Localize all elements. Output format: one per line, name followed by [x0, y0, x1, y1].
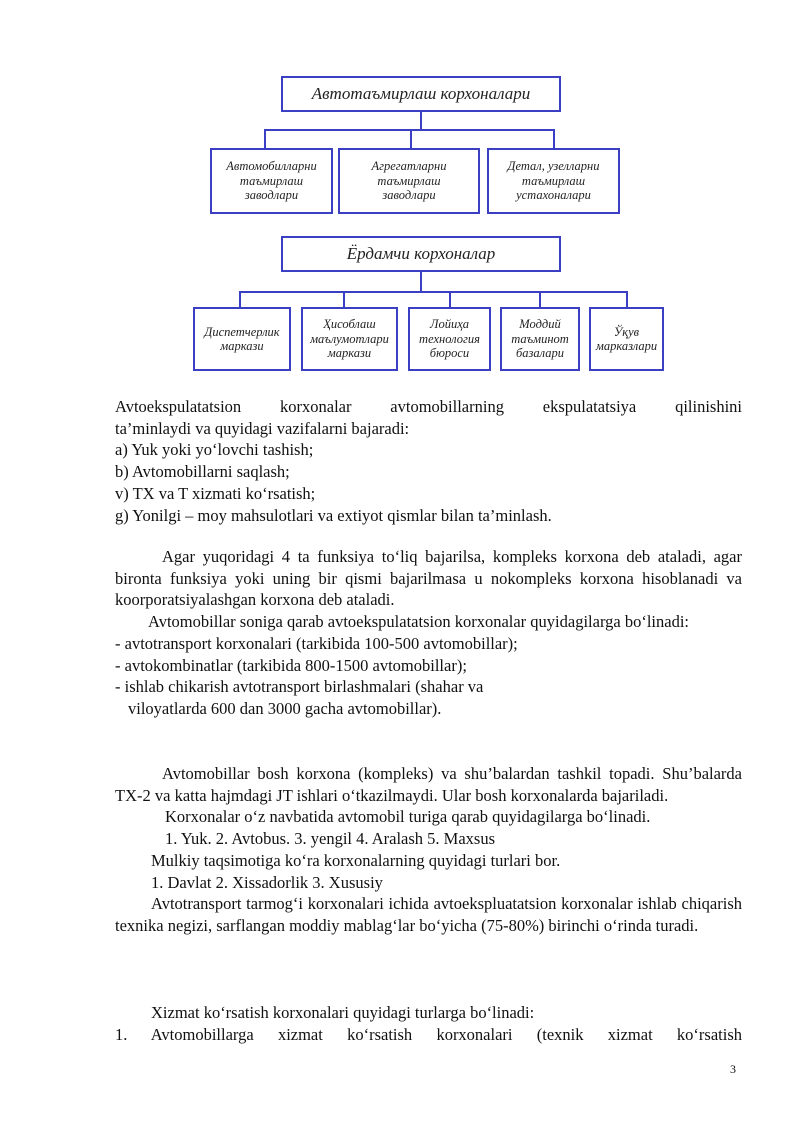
list-item: b) Avtomobillarni saqlash; [115, 462, 290, 482]
paragraph: Xizmat ko‘rsatish korxonalari quyidagi turlarga bo‘linadi: [151, 1003, 535, 1022]
box-line: заводлари [244, 188, 299, 203]
paragraph: Avtomobillar soniga qarab avtoekspulatatsion korxonalar quyidagilarga bo‘linadi: [148, 612, 690, 632]
main-child-box-2 [338, 148, 480, 214]
page-number: 3 [730, 1062, 736, 1076]
box-line: Ўқув [613, 324, 640, 339]
box-line: таъмирлаш [521, 173, 586, 188]
body-text [115, 546, 742, 720]
box-line: Диспетчерлик [204, 324, 280, 339]
connector [420, 272, 422, 292]
connector [539, 291, 541, 308]
box-line: марказлари [595, 339, 658, 353]
body-text [115, 1002, 742, 1045]
connector [410, 129, 412, 149]
box-line: Агрегатларни [371, 159, 447, 174]
box-line: базалари [515, 346, 565, 361]
list-item: - ishlab chikarish avtotransport birlashmalari (shahar va [115, 677, 484, 697]
connector [449, 291, 451, 308]
box-line: Лойиҳа [429, 317, 469, 332]
box-line: Детал, узелларни [507, 159, 600, 174]
connector [239, 291, 241, 308]
box-line: Автомобилларни [226, 159, 317, 174]
aux-title-box [281, 236, 561, 272]
box-line: таъминот [511, 331, 569, 346]
paragraph: 1. Avtomobillarga xizmat ko‘rsatish korxonalari (texnik xizmat ko‘rsatish [115, 1024, 742, 1044]
list-item: - avtotransport korxonalari (tarkibida 100-500 avtomobillar); [115, 633, 518, 653]
list-item: - avtokombinatlar (tarkibida 800-1500 avtomobillar); [115, 655, 467, 675]
main-child-box-1 [210, 148, 333, 214]
box-line: бюроси [429, 346, 470, 361]
paragraph: 1. Yuk. 2. Avtobus. 3. yengil 4. Aralash 5. Maxsus [165, 829, 495, 849]
list-item: a) Yuk yoki yo‘lovchi tashish; [115, 440, 314, 460]
aux-child-box-5 [589, 307, 664, 371]
aux-child-box-3 [408, 307, 491, 371]
main-title-box [281, 76, 561, 112]
paragraph-line: Avtoekspulatatsion korxonalar avtomobillarning ekspulatatsiya qilinishini [115, 397, 742, 416]
main-child-box-3 [487, 148, 620, 214]
connector [420, 112, 422, 130]
box-line: маркази [220, 339, 264, 353]
body-text [115, 396, 742, 526]
aux-child-box-4 [500, 307, 580, 371]
connector [239, 291, 628, 293]
main-title: Автотаъмирлаш корхоналари [311, 84, 531, 104]
box-line: устахоналари [516, 188, 591, 203]
aux-title: Ёрдамчи корхоналар [346, 244, 496, 264]
connector [264, 129, 266, 149]
paragraph: Mulkiy taqsimotiga ko‘ra korxonalarning quyidagi turlari bor. [151, 850, 561, 870]
box-line: технология [419, 331, 480, 346]
box-line: маълумотлари [310, 331, 389, 346]
list-item: v) TX va T xizmati ko‘rsatish; [115, 483, 316, 503]
connector [343, 291, 345, 308]
box-line: таъмирлаш [239, 173, 304, 188]
list-item: g) Yonilgi – moy mahsulotlari va extiyot qismlar bilan ta’minlash. [115, 505, 552, 525]
box-line: Моддий [519, 317, 561, 332]
box-line: таъмирлаш [377, 173, 441, 188]
connector [553, 129, 555, 149]
box-line: маркази [327, 346, 372, 361]
paragraph-line: ta’minlaydi va quyidagi vazifalarni bajaradi: [115, 418, 410, 438]
body-text [115, 763, 742, 937]
paragraph: 1. Davlat 2. Xissadorlik 3. Xususiy [151, 872, 383, 892]
box-line: Ҳисоблаш [323, 317, 376, 332]
paragraph: Avtotransport tarmog‘i korxonalari ichida avtoekspluatatsion korxonalar ishlab chiqarish texnika negizi, sarflangan moddiy mablag‘lar bo‘yicha (75-80%) birinchi o‘rinda turadi. [115, 894, 742, 935]
list-item: viloyatlarda 600 dan 3000 gacha avtomobillar). [128, 698, 442, 718]
box-line: заводлари [382, 188, 436, 203]
paragraph: Agar yuqoridagi 4 ta funksiya to‘liq bajarilsa, kompleks korxona deb ataladi, agar bironta funksiya yoki uning bir qismi bajarilmasa u nokompleks korxona hisoblanadi va koorporatsiyalashgan korxona deb ataladi. [115, 547, 742, 610]
paragraph: Avtomobillar bosh korxona (kompleks) va shu’balardan tashkil topadi. Shu’balarda TX-2 va katta hajmdagi JT ishlari o‘tkazilmaydi. Ular bosh korxonalarda bajariladi. [115, 764, 742, 805]
connector [626, 291, 628, 308]
aux-child-box-2 [301, 307, 398, 371]
paragraph: Korxonalar o‘z navbatida avtomobil turiga qarab quyidagilarga bo‘linadi. [165, 807, 651, 827]
aux-child-box-1 [193, 307, 291, 371]
